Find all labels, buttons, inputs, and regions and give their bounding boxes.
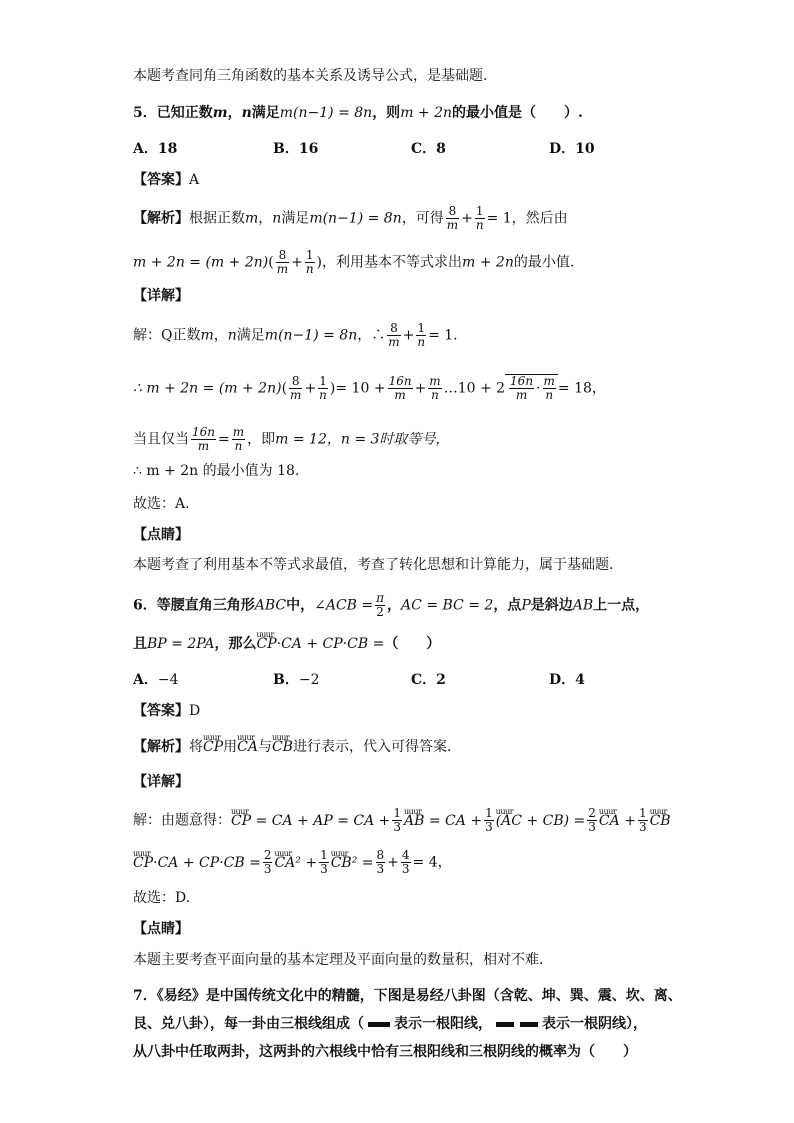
option-d[interactable]: D．4 <box>549 672 585 688</box>
question-5-solution-5: 故选：A. <box>133 496 190 512</box>
option-c[interactable]: C．8 <box>411 141 446 157</box>
option-c[interactable]: C．2 <box>411 672 446 688</box>
option-b[interactable]: B．16 <box>273 141 319 157</box>
question-5-solution-4: ∴ m + 2n 的最小值为 18. <box>133 463 300 479</box>
question-7-line1: 7．《易经》是中国传统文化中的精髓，下图是易经八卦图（含乾、坤、巽、震、坎、离、 <box>133 988 682 1004</box>
question-6-analysis: 【解析】将uuur CP用uuur CA与uuur CB进行表示，代入可得答案. <box>133 737 451 757</box>
question-6-solution-3: 故选：D. <box>133 890 191 906</box>
question-5-comment-tag: 【点睛】 <box>133 527 189 543</box>
question-6-comment-tag: 【点睛】 <box>133 921 189 937</box>
question-6-answer: 【答案】D <box>133 703 201 719</box>
yin-line-icon <box>496 1022 538 1027</box>
option-b[interactable]: B．−2 <box>273 672 320 688</box>
question-5-solution-3: 当且仅当 $\frac{16n}{m}$ = $\frac{m}{n}$ ，即m = 12，n = 3时取等号， <box>133 425 450 453</box>
question-5-options <box>133 139 653 159</box>
question-5-analysis: 【解析】根据正数m，n满足m(n−1) = 8n，可得 $\frac{8}{m}$ + $\frac{1}{n}$ = 1，然后由 <box>133 204 568 232</box>
question-6-solution-1: 解：由题意得：uuur CP = CA + AP = CA + $\frac{1}{3}$ uuur AB = CA + $\frac{1}{3}$ uuur (AC + CB) = $\frac{2}{3}$ uuur CA + $\frac{1}{3}$ uuur CB <box>133 807 671 834</box>
question-6-stem: 6．等腰直角三角形ABC中，∠ACB = $\frac{\pi}{2}$ ，AC = BC = 2，点P是斜边AB上一点， <box>133 591 650 619</box>
question-5-stem: 5．已知正数m，n满足m(n−1) = 8n，则m + 2n的最小值是（ ）. <box>133 105 583 121</box>
question-6-detail-tag: 【详解】 <box>133 774 189 790</box>
yang-line-icon <box>368 1022 390 1027</box>
question-5-solution-1: 解：Q正数m，n满足m(n−1) = 8n，∴ $\frac{8}{m}$ + $\frac{1}{n}$ = 1. <box>133 321 458 349</box>
top-note: 本题考查同角三角函数的基本关系及诱导公式，是基础题. <box>133 68 488 84</box>
question-6-solution-2: uuur CP·CA + CP·CB = $\frac{2}{3}$ uuur CA² + $\frac{1}{3}$ uuur CB² = $\frac{8}{3}$ + $\frac{4}{3}$ = 4， <box>133 849 452 876</box>
question-5-detail-tag: 【详解】 <box>133 288 189 304</box>
option-a[interactable]: A．18 <box>133 141 178 157</box>
question-6-comment: 本题主要考查平面向量的基本定理及平面向量的数量积，相对不难. <box>133 952 544 968</box>
question-6-stem-line2: 且BP = 2PA，那么uuur CP·CA + CP·CB =（ ） <box>133 634 440 654</box>
question-7-line3: 从八卦中任取两卦，这两卦的六根线中恰有三根阳线和三根阴线的概率为（ ） <box>133 1044 637 1060</box>
question-6-options <box>133 670 653 690</box>
question-5-comment: 本题考查了利用基本不等式求最值，考查了转化思想和计算能力，属于基础题. <box>133 557 614 573</box>
question-5-solution-2: ∴ m + 2n = (m + 2n)( $\frac{8}{m}$ + $\frac{1}{n}$ )= 10 + $\frac{16n}{m}$ + $\frac{m}{n}$ …10 + 2 $\frac{16n}{m}$ · $\frac{m}{n}$ = 18， <box>133 374 606 402</box>
option-d[interactable]: D．10 <box>549 141 595 157</box>
question-5-answer: 【答案】A <box>133 172 200 188</box>
question-7-line2: 艮、兑八卦），每一卦由三根线组成（ 表示一根阳线， 表示一根阴线）， <box>133 1016 647 1032</box>
option-a[interactable]: A．−4 <box>133 672 179 688</box>
question-5-analysis-line2: m + 2n = (m + 2n)( $\frac{8}{m}$ + $\frac{1}{n}$ )，利用基本不等式求出m + 2n的最小值. <box>133 248 575 276</box>
